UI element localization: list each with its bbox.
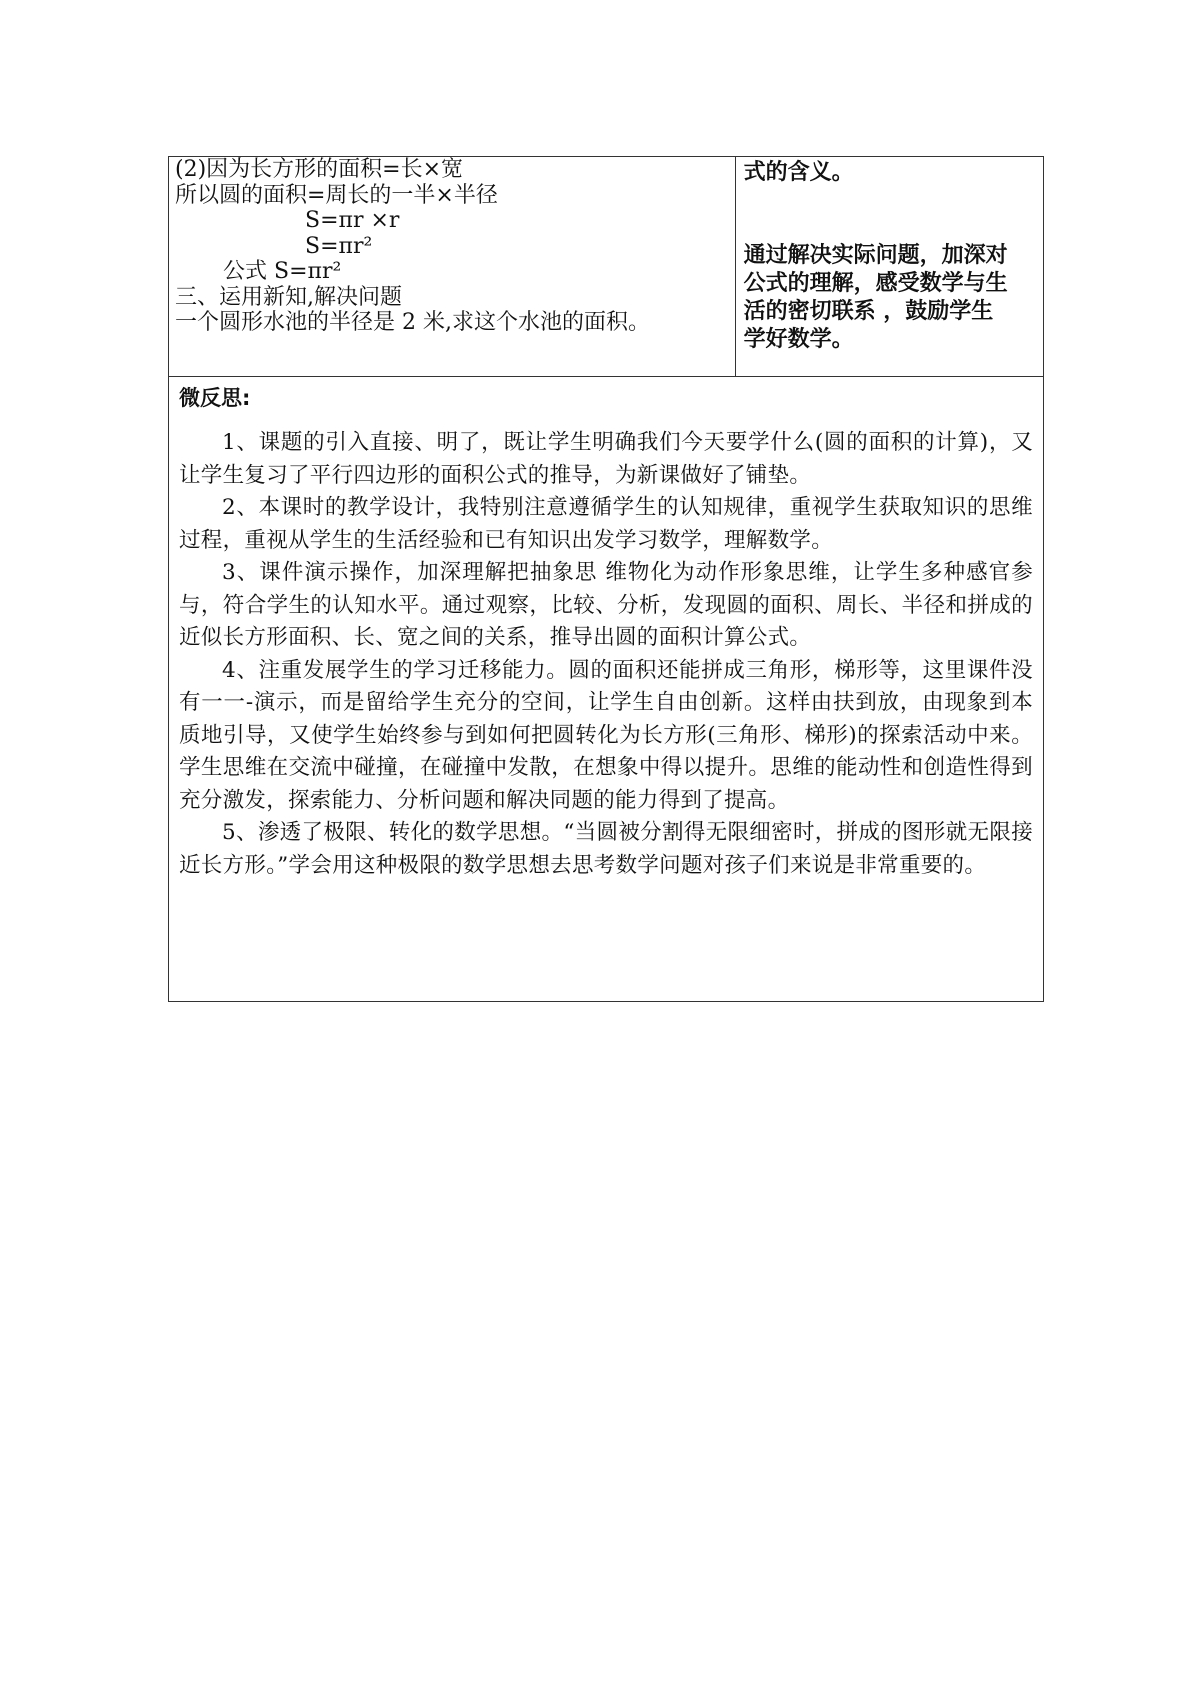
- intent-top-text: 式的含义。: [743, 160, 854, 185]
- design-intent-cell: [735, 157, 1043, 377]
- reflection-title: 微反思:: [179, 386, 251, 410]
- process-row: [169, 157, 1044, 377]
- process-line-rect-area: (2)因为长方形的面积=长×宽: [175, 157, 464, 182]
- intent-line-2: 公式的理解，感受数学与生: [743, 271, 1008, 296]
- intent-line-4: 学好数学。: [743, 327, 854, 352]
- reflection-paragraph-1: 1、课题的引入直接、明了，既让学生明确我们今天要学什么(圆的面积的计算)，又让学生复习了平行四边形的面积公式的推导，为新课做好了铺垫。: [179, 430, 1033, 488]
- intent-line-1: 通过解决实际问题，加深对: [743, 243, 1008, 268]
- reflection-paragraph-2: 2、本课时的教学设计，我特别注意遵循学生的认知规律，重视学生获取知识的思维过程，重视从学生的生活经验和已有知识出发学习数学，理解数学。: [179, 495, 1033, 553]
- process-formula-final: 公式 S=πr²: [223, 259, 342, 284]
- reflection-paragraph-4: 4、注重发展学生的学习迁移能力。圆的面积还能拼成三角形，梯形等，这里课件没有一一-演示，而是留给学生充分的空间，让学生自由创新。这样由扶到放，由现象到本质地引导，又使学生始终参与到如何把圆转化为长方形(三角形、梯形)的探索活动中来。学生思维在交流中碰撞，在碰撞中发散，在想象中得以提升。思维的能动性和创造性得到充分激发，探索能力、分析问题和解决同题的能力得到了提高。: [179, 657, 1033, 813]
- reflection-row: [169, 377, 1044, 1002]
- reflection-paragraph-3: 3、课件演示操作，加深理解把抽象思 维物化为动作形象思维，让学生多种感官参与，符合学生的认知水平。通过观察，比较、分析，发现圆的面积、周长、半径和拼成的近似长方形面积、长、宽之间的关系，推导出圆的面积计算公式。: [179, 560, 1033, 650]
- teaching-process-cell: [169, 157, 736, 377]
- process-exercise: 一个圆形水池的半径是 2 米,求这个水池的面积。: [175, 310, 650, 335]
- reflection-paragraph-5: 5、渗透了极限、转化的数学思想。“当圆被分割得无限细密时，拼成的图形就无限接近长方形。”学会用这种极限的数学思想去思考数学问题对孩子们来说是非常重要的。: [179, 820, 1033, 878]
- reflection-cell: [169, 377, 1044, 1002]
- process-line-circle-area: 所以圆的面积=周长的一半×半径: [175, 182, 498, 208]
- lesson-table: [168, 156, 1044, 1002]
- process-formula-step2: S=πr²: [305, 233, 373, 259]
- intent-line-3: 活的密切联系 ，鼓励学生: [743, 299, 994, 324]
- process-section-heading: 三、运用新知,解决问题: [175, 284, 402, 310]
- process-formula-step1: S=πr ×r: [305, 208, 400, 233]
